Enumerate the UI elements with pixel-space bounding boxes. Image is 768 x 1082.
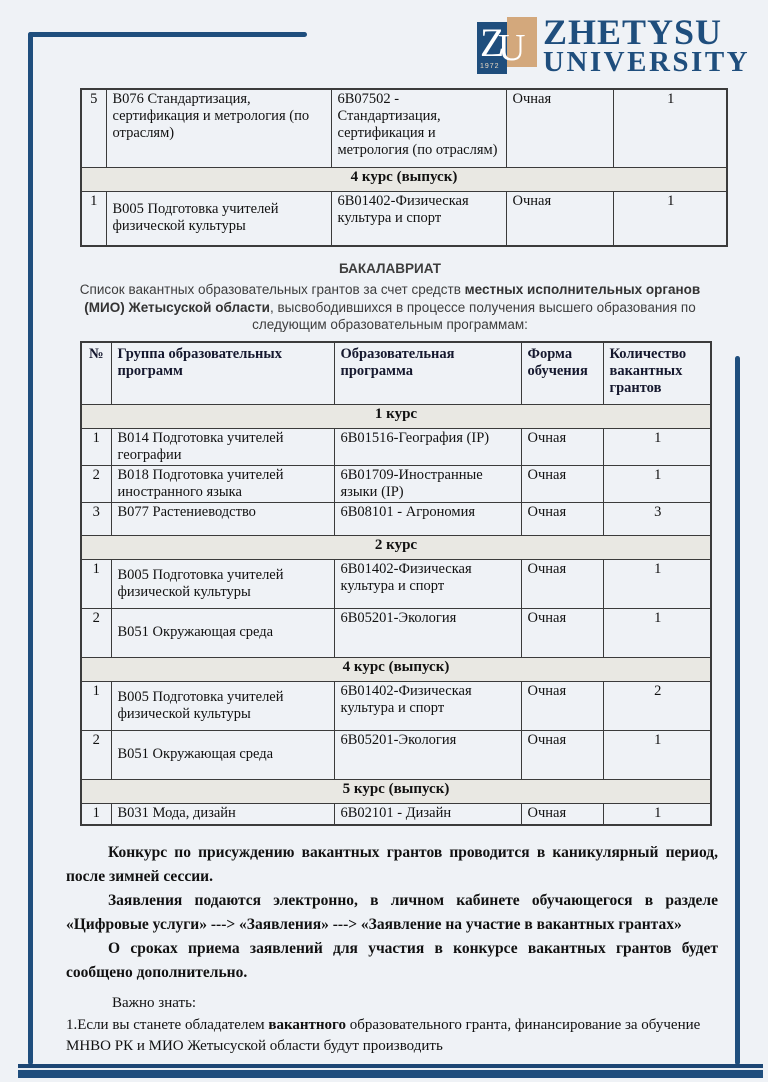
main-grants-table xyxy=(80,341,712,826)
table-row xyxy=(81,559,711,608)
table-cell: Очная xyxy=(521,681,603,730)
section-header-row xyxy=(81,404,711,428)
table-cell: 6В01709-Иностранные языки (IP) xyxy=(334,465,521,502)
column-header: Форма обучения xyxy=(521,342,603,404)
column-header: № xyxy=(81,342,111,404)
logo-text xyxy=(543,12,751,78)
table-cell: 2 xyxy=(603,681,711,730)
table-cell: В076 Стандартизация, сертификация и метрология (по отраслям) xyxy=(106,89,331,167)
logo-name-line2: UNIVERSITY xyxy=(543,46,751,78)
table-row xyxy=(81,465,711,502)
table-row xyxy=(81,428,711,465)
section-header-row xyxy=(81,657,711,681)
footer-paragraph-3: О сроках приема заявлений для участия в конкурсе вакантных грантов будет сообщено дополнительно. xyxy=(66,940,718,981)
table-cell: 1 xyxy=(603,465,711,502)
table-row xyxy=(81,681,711,730)
table-cell: 1 xyxy=(603,559,711,608)
table-cell: 2 xyxy=(81,730,111,779)
table-cell: В077 Растениеводство xyxy=(111,502,334,535)
table-cell: В005 Подготовка учителей физической культуры xyxy=(106,191,331,246)
section-header-cell: 4 курс (выпуск) xyxy=(81,657,711,681)
emblem-year: 1972 xyxy=(480,63,500,70)
header-row xyxy=(81,342,711,404)
important-note-item-1 xyxy=(66,1015,718,1057)
table-row xyxy=(81,89,727,167)
frame-left-line xyxy=(28,32,33,1065)
zu-emblem-icon xyxy=(477,16,537,74)
table-cell: В031 Мода, дизайн xyxy=(111,803,334,825)
table-cell: Очная xyxy=(521,465,603,502)
table-cell: В018 Подготовка учителей иностранного языка xyxy=(111,465,334,502)
note-text-bold: вакантного xyxy=(268,1017,346,1033)
table-cell: Очная xyxy=(521,559,603,608)
table-cell: В051 Окружающая среда xyxy=(111,608,334,657)
note-text-post: образовательного гранта, финансирование за обучение МНВО РК и МИО Жетысуской области будут производить xyxy=(66,1017,701,1054)
section-header-cell: 5 курс (выпуск) xyxy=(81,779,711,803)
table-cell: Очная xyxy=(506,191,613,246)
table-cell: В005 Подготовка учителей физической культуры xyxy=(111,559,334,608)
intro-text-bold: местных исполнительных органов (МИО) Жетысуской области xyxy=(84,282,701,315)
table-cell: 2 xyxy=(81,465,111,502)
column-header: Группа образовательных программ xyxy=(111,342,334,404)
top-grants-table xyxy=(80,88,728,247)
footer-paragraph-2: Заявления подаются электронно, в личном кабинете обучающегося в разделе «Цифровые услуги» ---> «Заявления» ---> «Заявление на участие в вакантных грантах» xyxy=(66,892,718,933)
table-cell: 1 xyxy=(603,730,711,779)
footer-paragraph-1: Конкурс по присуждению вакантных грантов проводится в каникулярный период, после зимней сессии. xyxy=(66,844,718,885)
column-header: Образовательная программа xyxy=(334,342,521,404)
table-cell: 6В01402-Физическая культура и спорт xyxy=(334,559,521,608)
table-cell: В014 Подготовка учителей географии xyxy=(111,428,334,465)
table-cell: 1 xyxy=(81,428,111,465)
table-cell: 2 xyxy=(81,608,111,657)
table-cell: Очная xyxy=(506,89,613,167)
table-cell: 5 xyxy=(81,89,106,167)
table-row xyxy=(81,803,711,825)
footer-block xyxy=(66,841,718,1057)
university-logo xyxy=(477,12,768,80)
table-row xyxy=(81,191,727,246)
table-cell: Очная xyxy=(521,428,603,465)
table-cell: 1 xyxy=(613,191,727,246)
section-header-cell: 2 курс xyxy=(81,535,711,559)
table-cell: 1 xyxy=(603,608,711,657)
table-cell: 1 xyxy=(81,803,111,825)
table-cell: 1 xyxy=(81,559,111,608)
table-cell: В005 Подготовка учителей физической культуры xyxy=(111,681,334,730)
table-cell: Очная xyxy=(521,803,603,825)
table-row xyxy=(81,730,711,779)
frame-right-line xyxy=(735,356,740,1065)
table-cell: 1 xyxy=(603,428,711,465)
table-cell: 3 xyxy=(81,502,111,535)
section-header-cell: 4 курс (выпуск) xyxy=(81,167,727,191)
table-cell: 6В01516-География (IP) xyxy=(334,428,521,465)
table-cell: 6В01402-Физическая культура и спорт xyxy=(331,191,506,246)
emblem-u-letter: U xyxy=(498,27,526,69)
section-header-row xyxy=(81,535,711,559)
table-cell: 6В07502 - Стандартизация, сертификация и метрология (по отраслям) xyxy=(331,89,506,167)
bachelor-title: БАКАЛАВРИАТ xyxy=(338,261,442,276)
intro-block xyxy=(70,261,710,334)
table-cell: 6В05201-Экология xyxy=(334,730,521,779)
table-cell: Очная xyxy=(521,730,603,779)
column-header: Количество вакантных грантов xyxy=(603,342,711,404)
table-cell: 6В05201-Экология xyxy=(334,608,521,657)
intro-paragraph xyxy=(70,281,710,334)
table-cell: В051 Окружающая среда xyxy=(111,730,334,779)
logo-name-line1: ZHETYSU xyxy=(543,12,723,52)
note-text-pre: 1.Если вы станете обладателем xyxy=(66,1017,269,1033)
table-cell: Очная xyxy=(521,608,603,657)
intro-text-post: , высвободившихся в процессе получения высшего образования по следующим образовательным программам: xyxy=(252,299,696,332)
table-cell: Очная xyxy=(521,502,603,535)
table-cell: 6В08101 - Агрономия xyxy=(334,502,521,535)
table-cell: 1 xyxy=(81,191,106,246)
table-cell: 6В01402-Физическая культура и спорт xyxy=(334,681,521,730)
table-cell: 1 xyxy=(81,681,111,730)
table-cell: 1 xyxy=(613,89,727,167)
frame-top-line xyxy=(28,32,307,37)
table-cell: 6В02101 - Дизайн xyxy=(334,803,521,825)
table-cell: 3 xyxy=(603,502,711,535)
section-header-row xyxy=(81,167,727,191)
table-cell: 1 xyxy=(603,803,711,825)
intro-text-pre: Список вакантных образовательных грантов за счет средств xyxy=(79,282,465,297)
emblem-z-letter: Z xyxy=(480,20,505,65)
important-note-title: Важно знать: xyxy=(112,995,197,1011)
section-header-cell: 1 курс xyxy=(81,404,711,428)
table-row xyxy=(81,502,711,535)
section-header-row xyxy=(81,779,711,803)
frame-bottom-bar xyxy=(18,1064,763,1078)
table-row xyxy=(81,608,711,657)
